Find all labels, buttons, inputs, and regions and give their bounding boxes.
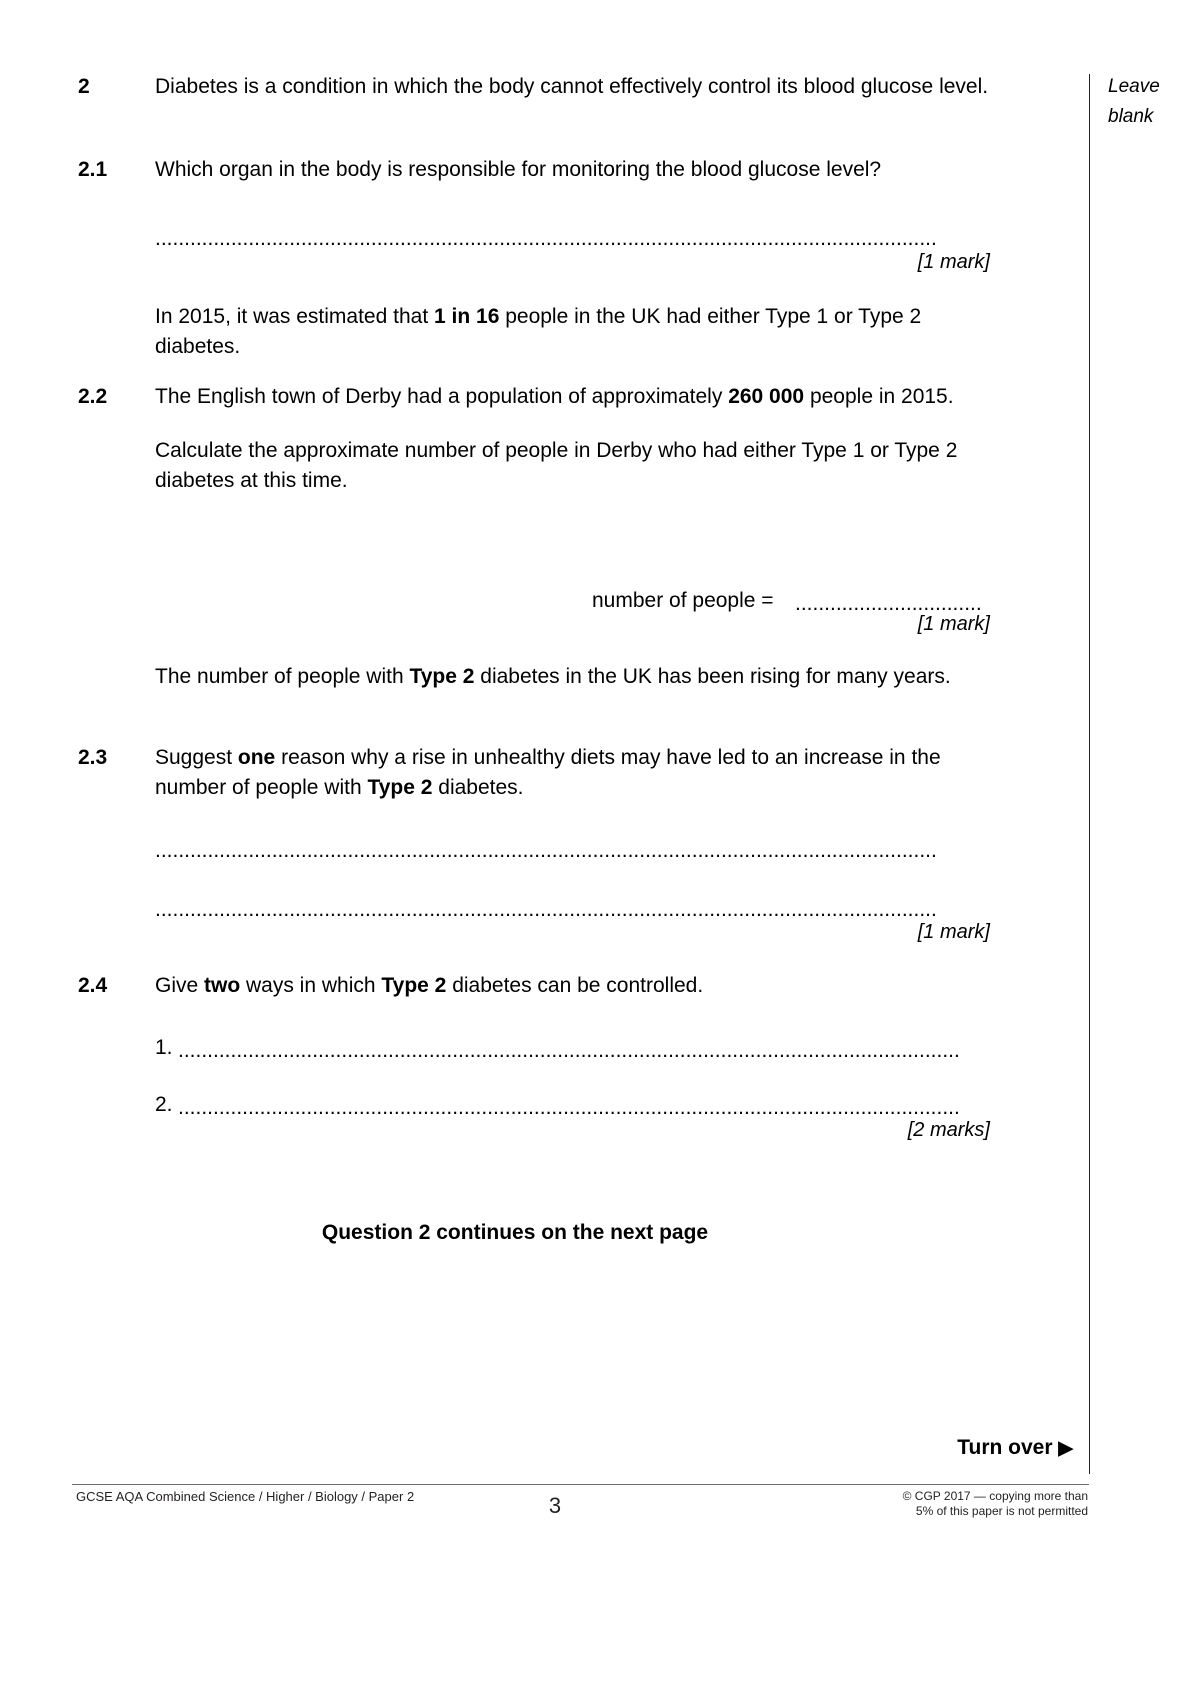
part-2-4-text — [155, 971, 990, 1001]
answer-item-2-label: 2. — [155, 1093, 173, 1116]
leave-blank-note — [1108, 72, 1188, 132]
answer-line-2-3-a[interactable]: ...................................................................................................................................... — [155, 840, 937, 862]
marks-2-1: [1 mark] — [917, 251, 990, 273]
intro-statistic — [155, 302, 990, 362]
part-2-3-bold-type2: Type 2 — [367, 776, 433, 799]
copyright-line-2: 5% of this paper is not permitted — [915, 1504, 1088, 1518]
part-2-3-bold-one: one — [237, 746, 276, 769]
part-2-2-pre: The English town of Derby had a population of approximately — [155, 385, 729, 408]
part-2-4-pre: Give — [155, 974, 205, 997]
copyright-line-1: © CGP 2017 — copying more than — [902, 1489, 1088, 1503]
part-number-2-1: 2.1 — [78, 158, 108, 181]
part-2-3-pre: Suggest — [155, 746, 238, 769]
answer-label-number-of-people: number of people = — [592, 589, 774, 612]
answer-line-2-1[interactable]: ...................................................................................................................................... — [155, 228, 937, 250]
part-2-2-bold: 260 000 — [728, 385, 805, 408]
turn-over-note — [957, 1436, 1073, 1460]
turn-over-label: Turn over — [957, 1436, 1053, 1459]
footer-exam-reference: GCSE AQA Combined Science / Higher / Biology / Paper 2 — [76, 1489, 415, 1504]
part-2-3-post: diabetes. — [432, 776, 524, 799]
page-number: 3 — [548, 1493, 562, 1518]
intro-statistic-post: people in the UK had either Type 1 or Type 2 diabetes. — [155, 305, 922, 358]
part-2-2-text — [155, 382, 990, 412]
part-2-1-text: Which organ in the body is responsible for monitoring the blood glucose level? — [155, 158, 882, 181]
part-2-2-instruction: Calculate the approximate number of people in Derby who had either Type 1 or Type 2 diabetes at this time. — [155, 439, 958, 492]
part-2-4-bold-two: two — [204, 974, 241, 997]
answer-item-1-label: 1. — [155, 1036, 173, 1059]
part-2-4-mid: ways in which — [240, 974, 382, 997]
question-number-2: 2 — [78, 75, 90, 98]
leave-blank-line1: Leave — [1108, 76, 1160, 97]
rising-statement — [155, 662, 990, 692]
marks-2-4: [2 marks] — [907, 1119, 990, 1141]
part-2-2-post: people in 2015. — [804, 385, 954, 408]
intro-statistic-bold: 1 in 16 — [434, 305, 500, 328]
part-number-2-3: 2.3 — [78, 746, 108, 769]
answer-line-2-2[interactable]: ................................ — [795, 593, 982, 615]
part-number-2-4: 2.4 — [78, 974, 108, 997]
footer-copyright — [903, 1489, 1088, 1519]
part-2-3-mid: reason why a rise in unhealthy diets may have led to an increase in the number of people with — [155, 746, 941, 799]
marks-2-3: [1 mark] — [917, 921, 990, 943]
part-2-4-post: diabetes can be controlled. — [446, 974, 704, 997]
answer-line-2-3-b[interactable]: ...................................................................................................................................... — [155, 899, 937, 921]
part-2-4-bold-type2: Type 2 — [381, 974, 447, 997]
rising-statement-post: diabetes in the UK has been rising for many years. — [474, 665, 951, 688]
leave-blank-line2: blank — [1108, 106, 1154, 127]
rising-statement-pre: The number of people with — [155, 665, 410, 688]
rising-statement-bold: Type 2 — [409, 665, 475, 688]
continuation-note: Question 2 continues on the next page — [321, 1221, 709, 1244]
part-number-2-2: 2.2 — [78, 385, 108, 408]
part-2-3-text — [155, 743, 990, 803]
answer-line-2-4-1[interactable]: ...................................................................................................................................... — [178, 1040, 960, 1062]
marks-2-2: [1 mark] — [917, 613, 990, 635]
answer-line-2-4-2[interactable]: ...................................................................................................................................... — [178, 1097, 960, 1119]
intro-statistic-pre: In 2015, it was estimated that — [155, 305, 434, 328]
turn-over-arrow-icon: ▶ — [1058, 1438, 1073, 1459]
margin-divider — [1089, 74, 1090, 1474]
footer-divider — [72, 1484, 1089, 1485]
question-2-stem: Diabetes is a condition in which the body cannot effectively control its blood glucose level. — [155, 75, 989, 98]
